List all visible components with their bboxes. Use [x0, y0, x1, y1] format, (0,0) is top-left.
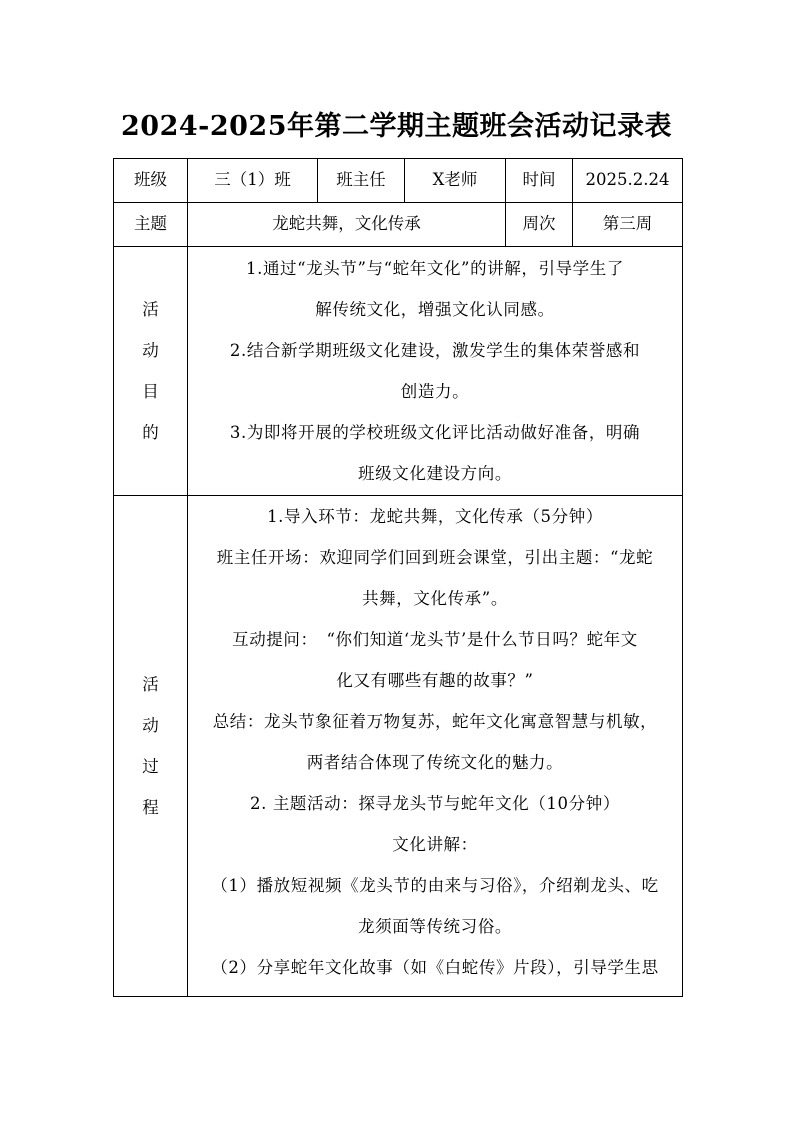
teacher-label: 班主任: [318, 159, 405, 203]
process-line: 文化讲解：: [392, 835, 478, 854]
goals-line: 2.结合新学期班级文化建设，激发学生的集体荣誉感和: [229, 341, 641, 360]
process-label: [114, 496, 188, 997]
process-line: 龙须面等传统习俗。: [358, 917, 512, 936]
table-row: [114, 496, 683, 997]
topic-value: 龙蛇共舞，文化传承: [188, 203, 506, 247]
week-value: 第三周: [573, 203, 683, 247]
process-content: [188, 496, 683, 997]
process-line: 总结：龙头节象征着万物复苏，蛇年文化寓意智慧与机敏，: [212, 712, 658, 731]
goals-label-char: 的: [142, 423, 159, 442]
process-line: 1.导入环节：龙蛇共舞，文化传承（5分钟）: [267, 507, 603, 526]
time-value: 2025.2.24: [573, 159, 683, 203]
goals-label: [114, 247, 188, 496]
time-label: 时间: [506, 159, 573, 203]
process-line: 2. 主题活动：探寻龙头节与蛇年文化（10分钟）: [250, 794, 620, 813]
process-label-char: 程: [142, 798, 159, 817]
process-label-char: 过: [142, 757, 159, 776]
class-label: 班级: [114, 159, 188, 203]
process-line: （1）播放短视频《龙头节的由来与习俗》，介绍剃龙头、吃: [211, 876, 659, 895]
process-line: （2）分享蛇年文化故事（如《白蛇传》片段），引导学生思: [211, 958, 659, 977]
goals-line: 创造力。: [400, 382, 470, 401]
goals-line: 3.为即将开展的学校班级文化评比活动做好准备，明确: [229, 423, 641, 442]
table-row: [114, 159, 683, 203]
activity-record-table: [113, 158, 683, 997]
goals-content: [188, 247, 683, 496]
goals-line: 班级文化建设方向。: [358, 464, 512, 483]
process-label-char: 活: [142, 675, 159, 694]
process-label-char: 动: [142, 716, 159, 735]
process-line: 互动提问： “你们知道‘龙头节’是什么节日吗？蛇年文: [232, 630, 638, 649]
goals-line: 1.通过“龙头节”与“蛇年文化”的讲解，引导学生了: [246, 259, 624, 278]
goals-label-char: 活: [142, 300, 159, 319]
goals-label-char: 目: [142, 382, 159, 401]
table-row: [114, 247, 683, 496]
class-value: 三（1）班: [188, 159, 318, 203]
week-label: 周次: [506, 203, 573, 247]
table-row: [114, 203, 683, 247]
process-line: 班主任开场：欢迎同学们回到班会课堂，引出主题：“龙蛇: [216, 548, 654, 567]
process-line: 化又有哪些有趣的故事？”: [336, 671, 534, 690]
teacher-value: X老师: [405, 159, 506, 203]
process-line: 两者结合体现了传统文化的魅力。: [306, 753, 564, 772]
goals-line: 解传统文化，增强文化认同感。: [315, 300, 555, 319]
goals-label-char: 动: [142, 341, 159, 360]
topic-label: 主题: [114, 203, 188, 247]
page-title: 2024-2025年第二学期主题班会活动记录表: [121, 111, 672, 142]
process-line: 共舞，文化传承”。: [362, 589, 508, 608]
